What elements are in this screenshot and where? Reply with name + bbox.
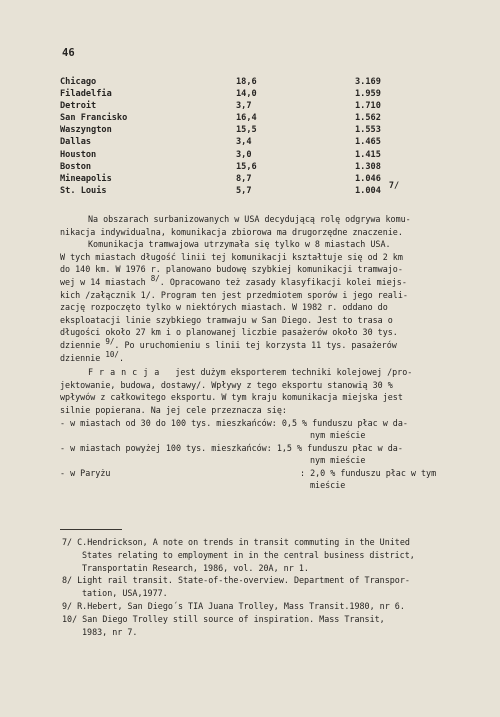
value-2-cell: 1.465	[355, 137, 381, 148]
footnote-ref-8: 8/	[150, 273, 160, 283]
text-line	[60, 273, 460, 289]
text-line: W tych miastach długość linii tej komunikacji kształtuje się od 2 km	[60, 251, 403, 262]
text-segment: dziennie	[60, 339, 106, 350]
city-name-cell: Boston	[60, 161, 92, 172]
value-2-cell: 1.046	[355, 173, 381, 184]
table-row	[60, 136, 399, 148]
value-1-cell: 15,5	[236, 125, 257, 136]
table-row	[60, 76, 399, 88]
footnote-7: 7/ C.Hendrickson, A note on trends in transit commuting in the United	[62, 537, 410, 547]
value-1-cell: 3,0	[236, 149, 252, 160]
footnote-10-continuation: 1983, nr 7.	[82, 626, 138, 637]
value-1-cell: 16,4	[236, 113, 257, 124]
value-2-cell: 1.959	[355, 89, 381, 100]
table-row	[60, 88, 399, 100]
value-1-cell: 3,7	[236, 101, 252, 112]
value-1-cell: 14,0	[236, 89, 257, 100]
value-1-cell: 3,4	[236, 137, 252, 148]
city-name-cell: Chicago	[60, 77, 97, 87]
text-line: Komunikacja tramwajowa utrzymała się tylko w 8 miastach USA.	[88, 239, 391, 250]
text-segment: .	[118, 352, 124, 363]
footnote-ref-9: 9/	[105, 336, 115, 346]
footnote-8-continuation: tation, USA,1977.	[82, 588, 168, 599]
city-name-cell: Waszyngton	[60, 125, 112, 136]
text-line: wpływów z całkowitego eksportu. W tym kraju komunikacja miejska jest	[60, 392, 403, 403]
footnote-8: 8/ Light rail transit. State-of-the-overview. Department of Transpor-	[62, 575, 410, 586]
list-item: - w miastach od 30 do 100 tys. mieszkańców: 0,5 % funduszu płac w da-	[60, 417, 408, 428]
city-name-cell: St. Louis	[60, 185, 107, 196]
footnote-7-continuation: Transportatin Research, 1986, vol. 20A, nr 1.	[82, 562, 309, 573]
value-2-cell: 1.415	[355, 149, 381, 160]
city-name-cell: Mineapolis	[60, 173, 112, 184]
table-row	[60, 112, 399, 124]
list-item-continuation: nym mieście	[310, 455, 366, 466]
text-segment: : 2,0 % funduszu płac w tym	[300, 467, 437, 478]
value-1-cell: 18,6	[236, 77, 257, 87]
value-1-cell: 5,7	[236, 185, 252, 196]
text-segment: wej w 14 miastach	[60, 276, 151, 287]
city-name-cell: Detroit	[60, 101, 97, 112]
city-name-cell: Houston	[60, 149, 97, 160]
text-line: Na obszarach surbanizowanych w USA decydującą rolę odgrywa komu-	[88, 214, 411, 224]
value-2-cell: 1.004 7/	[355, 180, 400, 196]
value-1-cell: 8,7	[236, 173, 252, 184]
body-text	[60, 213, 460, 492]
text-line: nikacja indywidualna, komunikacja zbiorowa ma drugorzędne znaczenie.	[60, 226, 403, 237]
list-item-continuation: nym mieście	[310, 430, 366, 441]
value-2-cell: 1.710	[355, 101, 381, 112]
footnotes	[62, 536, 462, 638]
text-line: do 140 km. W 1976 r. planowano budowę szybkiej komunikacji tramwajo-	[60, 264, 403, 275]
text-line	[60, 366, 460, 379]
city-name-cell: Filadelfia	[60, 89, 112, 100]
city-name-cell: Dallas	[60, 137, 92, 148]
list-item: - w miastach powyżej 100 tys. mieszkańców: 1,5 % funduszu płac w da-	[60, 442, 403, 453]
city-name-cell: San Francisko	[60, 113, 128, 124]
text-line	[60, 336, 460, 352]
text-line: zację rozpoczęto tylko w niektórych miastach. W 1982 r. oddano do	[60, 302, 388, 313]
value-2-cell: 1.553	[355, 125, 381, 136]
list-item	[60, 467, 460, 480]
text-segment: dziennie	[60, 352, 106, 363]
table-row	[60, 124, 399, 136]
text-line: jektowanie, budowa, dostawy/. Wpływy z tego eksportu stanowią 30 %	[60, 379, 393, 390]
value-2-cell: 1.308	[355, 161, 381, 172]
text-line: silnie popierana. Na jej cele przeznacza się:	[60, 404, 287, 415]
footnote-7-continuation: States relating to employment in in the central business district,	[82, 549, 415, 560]
table-row	[60, 100, 399, 112]
country-name: Francja	[88, 367, 166, 378]
table-row	[60, 173, 399, 185]
list-item-label: - w Paryżu	[60, 467, 111, 478]
text-segment: . Opracowano też zasady klasyfikacji kolei miejs-	[159, 276, 407, 287]
page-number: 46	[62, 47, 75, 59]
footnote-divider	[60, 529, 122, 530]
footnote-ref-7: 7/	[388, 180, 400, 191]
text-segment: jest dużym eksporterem techniki kolejowej /pro-	[175, 367, 413, 378]
table-row	[60, 149, 399, 161]
footnote-ref-10: 10/	[105, 349, 119, 359]
value-2-cell: 3.169	[355, 77, 381, 87]
text-line	[60, 349, 460, 365]
text-line: długości około 27 km i o planowanej liczbie pasażerów około 30 tys.	[60, 327, 398, 338]
value-1-cell: 15,6	[236, 161, 257, 172]
table-row	[60, 185, 399, 197]
text-segment: . Po uruchomieniu s linii tej korzysta 11 tys. pasażerów	[114, 339, 397, 350]
footnote-9: 9/ R.Hebert, San Diego´s TIA Juana Trolley, Mass Transit.1980, nr 6.	[62, 600, 405, 611]
table-row	[60, 161, 399, 173]
list-item-continuation: mieście	[310, 480, 346, 491]
value-2-cell: 1.562	[355, 113, 381, 124]
footnote-10: 10/ San Diego Trolley still source of inspiration. Mass Transit,	[62, 613, 385, 624]
city-table	[60, 76, 399, 197]
text-line: kich /załącznik 1/. Program ten jest przedmiotem sporów i jego reali-	[60, 289, 408, 300]
text-line: eksploatacji linie szybkiego tramwaju w San Diego. Jest to trasa o	[60, 314, 393, 325]
